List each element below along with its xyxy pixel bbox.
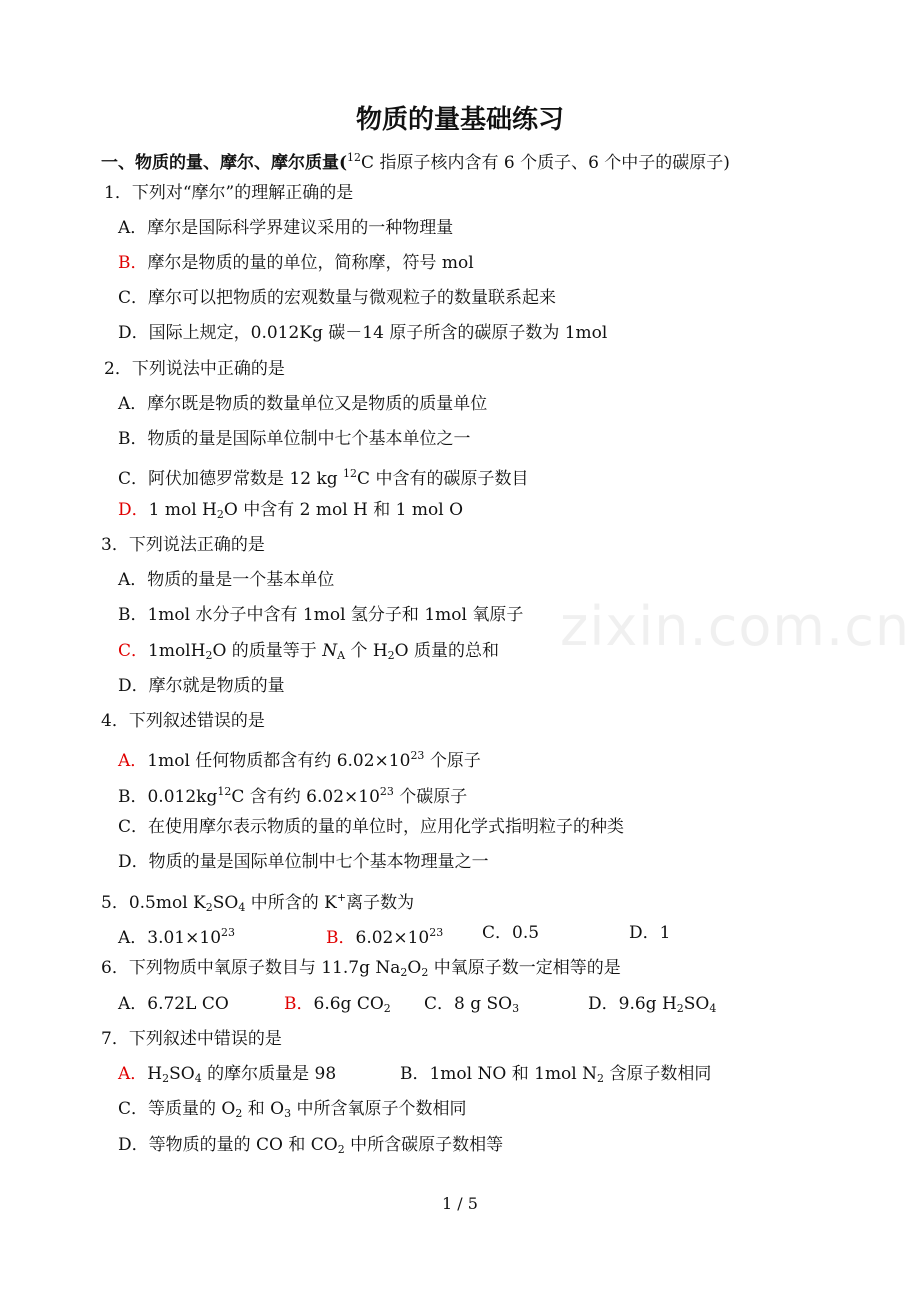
subscript: 2 [387, 649, 395, 662]
option-c-letter: C． [118, 641, 149, 661]
subscript: 3 [284, 1107, 292, 1120]
question-2-option-d [118, 496, 463, 529]
question-3-option-c [118, 637, 499, 670]
question-6-stem [101, 954, 621, 987]
subscript: 2 [205, 649, 213, 662]
superscript: 23 [221, 926, 236, 939]
question-5-option-a [118, 919, 235, 952]
question-6-option-b [284, 990, 391, 1023]
text: O 的质量等于 [212, 641, 323, 661]
section-heading-suffix: C 指原子核内含有 6 个质子、6 个中子的碳原子) [361, 153, 730, 173]
subscript: 2 [676, 1002, 684, 1015]
watermark: zixin.com.cn [560, 595, 911, 658]
subscript: 2 [383, 1002, 391, 1015]
superscript: 23 [429, 926, 444, 939]
subscript: 2 [421, 966, 429, 979]
text: O 中含有 2 mol H 和 1 mol O [223, 500, 464, 520]
question-5-option-d: D．1 [629, 923, 671, 943]
option-b-letter: B． [118, 253, 148, 273]
text: C．阿伏加德罗常数是 12 kg [118, 469, 344, 489]
text: C 含有约 6.02×10 [231, 787, 380, 807]
superscript: + [336, 891, 347, 904]
option-a-letter: A． [118, 751, 148, 771]
question-3-option-a: A．物质的量是一个基本单位 [118, 570, 335, 590]
subscript: 2 [337, 1143, 345, 1156]
question-1-option-a: A．摩尔是国际科学界建议采用的一种物理量 [118, 218, 454, 238]
question-1-stem: 1．下列对“摩尔”的理解正确的是 [104, 183, 354, 203]
question-4-option-b [118, 778, 467, 811]
question-6-option-a: A．6.72L CO [118, 994, 229, 1014]
subscript: 4 [709, 1002, 717, 1015]
text: 的摩尔质量是 98 [201, 1064, 337, 1084]
option-a-letter: A． [118, 1064, 148, 1084]
text: A．3.01×10 [118, 928, 222, 948]
option-d-letter: D． [118, 500, 149, 520]
text: C 中含有的碳原子数目 [357, 469, 529, 489]
text: C．等质量的 O [118, 1099, 236, 1119]
subscript: 2 [205, 901, 213, 914]
option-b-text: 摩尔是物质的量的单位，简称摩，符号 mol [147, 253, 474, 273]
text: C．8 g SO [424, 994, 513, 1014]
text: 中氧原子数一定相等的是 [428, 958, 621, 978]
text: 6.02×10 [355, 928, 430, 948]
question-1-option-b [118, 249, 474, 277]
subscript: 3 [512, 1002, 520, 1015]
subscript: 2 [400, 966, 408, 979]
text: 5．0.5mol K [101, 893, 206, 913]
text: 6.6g CO [313, 994, 384, 1014]
text: 离子数为 [346, 893, 415, 913]
question-6-option-c [424, 990, 519, 1023]
text: 1molH [148, 641, 206, 661]
question-7-option-b [400, 1060, 711, 1093]
question-3-stem: 3．下列说法正确的是 [101, 535, 265, 555]
text: 中所含氧原子个数相同 [291, 1099, 467, 1119]
question-7-stem: 7．下列叙述中错误的是 [101, 1029, 282, 1049]
text: 6．下列物质中氧原子数目与 11.7g Na [101, 958, 401, 978]
question-2-option-b: B．物质的量是国际单位制中七个基本单位之一 [118, 429, 471, 449]
question-5-stem [101, 884, 414, 922]
text: 和 O [242, 1099, 285, 1119]
question-1-option-c: C．摩尔可以把物质的宏观数量与微观粒子的数量联系起来 [118, 288, 557, 308]
section-heading [101, 144, 730, 177]
question-1-option-d: D．国际上规定，0.012Kg 碳－14 原子所含的碳原子数为 1mol [118, 323, 608, 343]
question-6-option-d [588, 990, 716, 1023]
text: D．9.6g H [588, 994, 677, 1014]
subscript: 4 [238, 901, 246, 914]
text: SO [683, 994, 710, 1014]
text: SO [212, 893, 239, 913]
text: 中所含碳原子数相等 [344, 1135, 504, 1155]
text: O [407, 958, 422, 978]
text: 含原子数相同 [604, 1064, 712, 1084]
question-2-option-a: A．摩尔既是物质的数量单位又是物质的质量单位 [118, 394, 488, 414]
subscript: 4 [194, 1072, 202, 1085]
text: 个 H [345, 641, 388, 661]
subscript: A [337, 649, 346, 662]
question-3-option-b: B．1mol 水分子中含有 1mol 氢分子和 1mol 氧原子 [118, 605, 524, 625]
question-7-option-a [118, 1060, 336, 1093]
superscript: 23 [379, 785, 394, 798]
avogadro-symbol: N [322, 641, 338, 661]
question-2-option-c [118, 460, 528, 493]
superscript: 12 [217, 785, 232, 798]
text: B．0.012kg [118, 787, 218, 807]
text: B．1mol NO 和 1mol N [400, 1064, 598, 1084]
question-5-option-c: C．0.5 [482, 923, 540, 943]
question-4-option-a [118, 742, 481, 775]
text: 个原子 [424, 751, 481, 771]
question-5-option-b [326, 919, 443, 952]
section-heading-prefix: 一、物质的量、摩尔、摩尔质量( [101, 153, 348, 173]
question-7-option-d [118, 1131, 503, 1164]
option-b-letter: B． [326, 928, 356, 948]
superscript: 23 [410, 749, 425, 762]
text: SO [169, 1064, 195, 1084]
text: 1 mol H [148, 500, 217, 520]
text: D．等物质的量的 CO 和 CO [118, 1135, 338, 1155]
superscript: 12 [343, 467, 358, 480]
subscript: 2 [162, 1072, 170, 1085]
question-4-stem: 4．下列叙述错误的是 [101, 711, 265, 731]
text: 中所含的 K [245, 893, 337, 913]
subscript: 2 [235, 1107, 243, 1120]
page-number: 1 / 5 [442, 1194, 478, 1213]
page-title: 物质的量基础练习 [355, 105, 564, 135]
question-2-stem: 2．下列说法中正确的是 [104, 359, 285, 379]
section-heading-sup: 12 [347, 151, 362, 164]
question-3-option-d: D．摩尔就是物质的量 [118, 676, 285, 696]
text: 1mol 任何物质都含有约 6.02×10 [147, 751, 411, 771]
subscript: 2 [216, 508, 224, 521]
question-4-option-d: D．物质的量是国际单位制中七个基本物理量之一 [118, 852, 489, 872]
question-7-option-c [118, 1095, 467, 1128]
option-b-letter: B． [284, 994, 314, 1014]
question-4-option-c: C．在使用摩尔表示物质的量的单位时，应用化学式指明粒子的种类 [118, 817, 625, 837]
text: 个碳原子 [393, 787, 468, 807]
text: H [147, 1064, 163, 1084]
text: O 质量的总和 [394, 641, 500, 661]
subscript: 2 [597, 1072, 605, 1085]
